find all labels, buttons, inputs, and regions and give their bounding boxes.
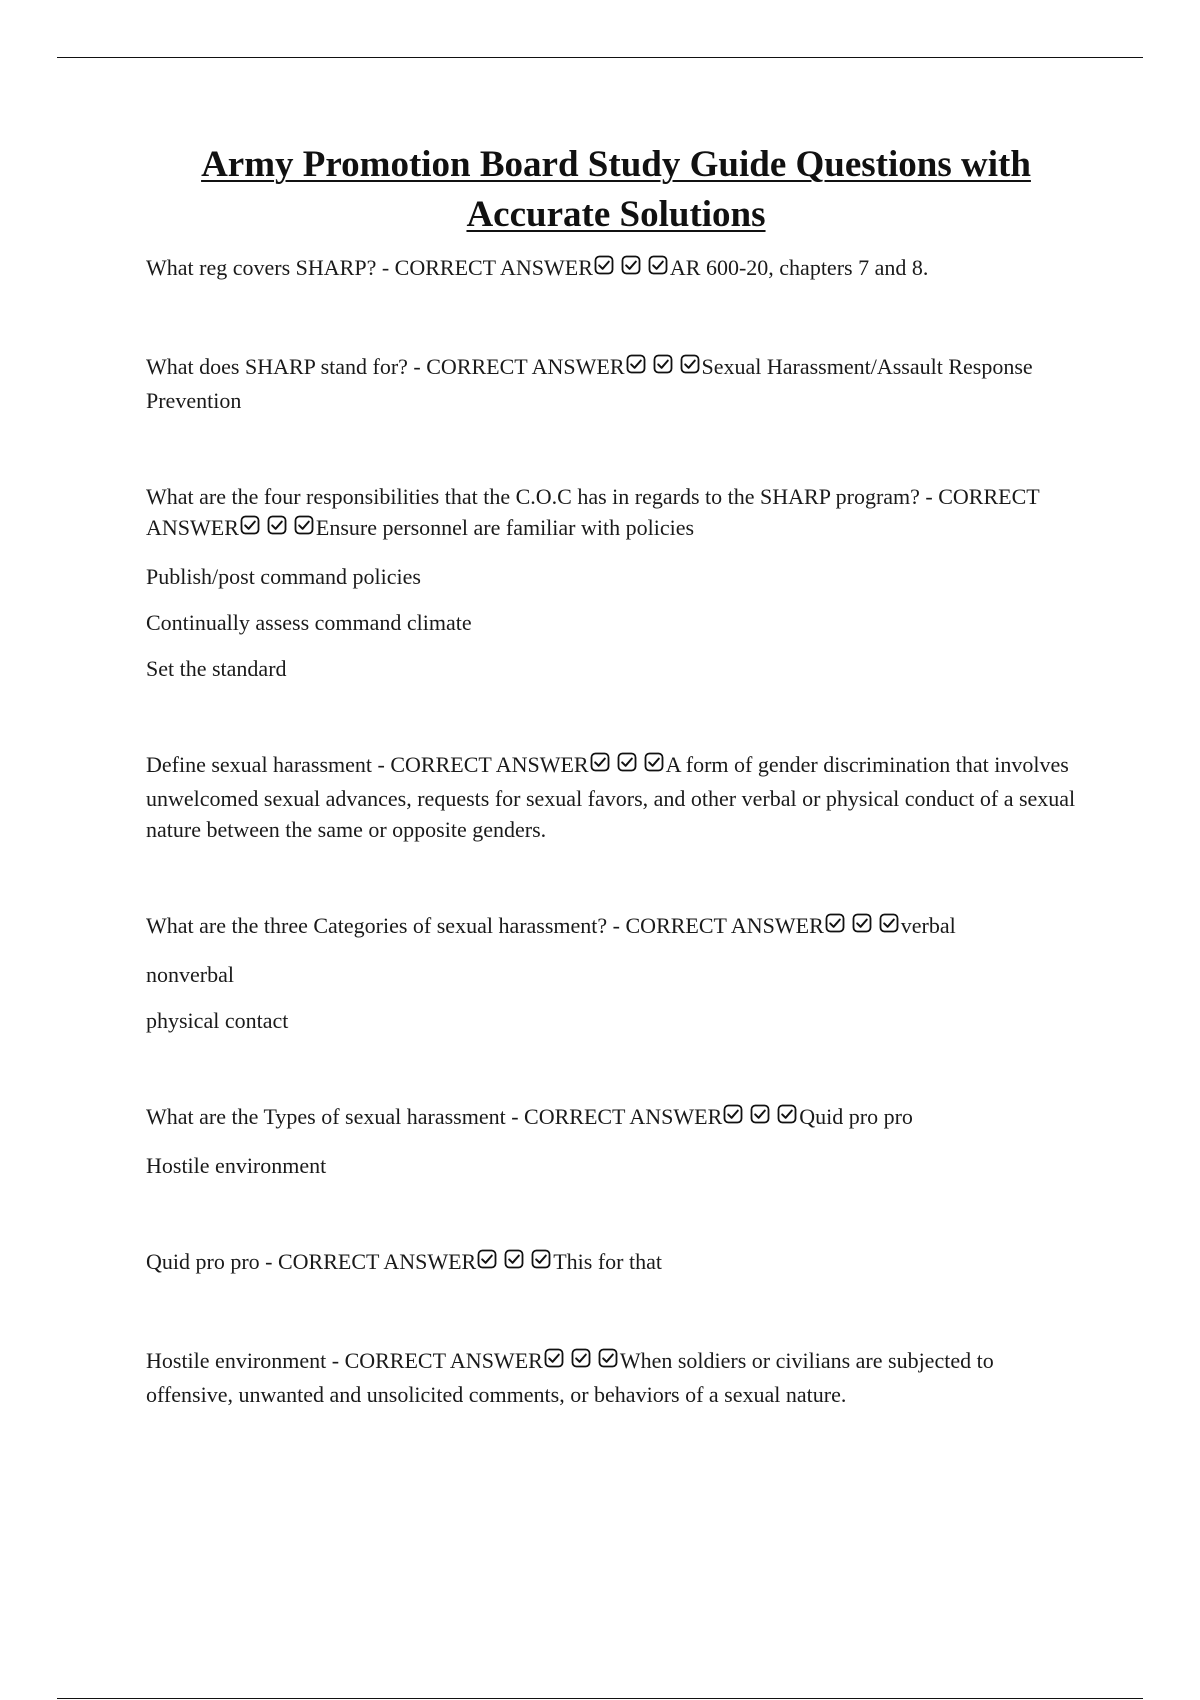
qa-item <box>146 1246 1086 1280</box>
question-text: Define sexual harassment - CORRECT ANSWER <box>146 752 589 777</box>
question-text: Quid pro pro - CORRECT ANSWER <box>146 1249 477 1274</box>
qa-line <box>146 252 1086 286</box>
question-text: What reg covers SHARP? - CORRECT ANSWER <box>146 255 593 280</box>
checkbox-checked-icon <box>648 255 668 275</box>
answer-line: nonverbal <box>146 962 234 987</box>
checkbox-checked-icon <box>653 354 673 374</box>
document-title <box>146 140 1086 240</box>
checkbox-checked-icon <box>750 1104 770 1124</box>
answer-text: AR 600-20, chapters 7 and 8. <box>669 255 929 280</box>
question-text: What are the four responsibilities that the C.O.C has in regards to the SHARP program? - CORRECT ANSWER <box>146 484 1040 540</box>
checkmark-group <box>594 255 669 286</box>
checkbox-checked-icon <box>680 354 700 374</box>
checkmark-group <box>825 913 900 944</box>
qa-item <box>146 351 1086 416</box>
checkbox-checked-icon <box>571 1348 591 1368</box>
answer-text: Quid pro pro <box>799 1104 913 1129</box>
qa-item <box>146 252 1086 286</box>
checkmark-group <box>590 752 665 783</box>
top-rule <box>57 57 1143 58</box>
answer-line: Publish/post command policies <box>146 564 421 589</box>
question-text: What does SHARP stand for? - CORRECT ANSWER <box>146 354 625 379</box>
answer-text: Sexual Harassment/Assault Response Prevention <box>146 354 1033 413</box>
checkmark-group <box>477 1249 552 1280</box>
qa-line <box>146 351 1086 416</box>
checkbox-checked-icon <box>267 515 287 535</box>
title-line-2: Accurate Solutions <box>466 194 766 235</box>
question-text: What are the three Categories of sexual harassment? - CORRECT ANSWER <box>146 913 824 938</box>
checkbox-checked-icon <box>590 752 610 772</box>
checkbox-checked-icon <box>644 752 664 772</box>
qa-item <box>146 481 1086 684</box>
answer-text: When soldiers or civilians are subjected to offensive, unwanted and unsolicited comments, or behaviors of a sexual nature. <box>146 1348 994 1407</box>
checkbox-checked-icon <box>294 515 314 535</box>
qa-item <box>146 910 1086 1036</box>
checkmark-group <box>626 354 701 385</box>
question-text: Hostile environment - CORRECT ANSWER <box>146 1348 543 1373</box>
answer-text: This for that <box>553 1249 662 1274</box>
checkbox-checked-icon <box>617 752 637 772</box>
checkbox-checked-icon <box>879 913 899 933</box>
answer-text: A form of gender discrimination that involves unwelcomed sexual advances, requests for sexual favors, and other verbal or physical conduct of a sexual nature between the same or opposite genders. <box>146 752 1076 842</box>
checkbox-checked-icon <box>852 913 872 933</box>
checkbox-checked-icon <box>504 1249 524 1269</box>
answer-line: physical contact <box>146 1008 289 1033</box>
qa-item <box>146 1101 1086 1181</box>
qa-line <box>146 1101 1086 1135</box>
checkmark-group <box>240 515 315 546</box>
checkbox-checked-icon <box>477 1249 497 1269</box>
qa-item <box>146 749 1086 845</box>
answer-line: Continually assess command climate <box>146 610 472 635</box>
qa-line <box>146 481 1086 546</box>
checkbox-checked-icon <box>598 1348 618 1368</box>
answer-text: verbal <box>900 913 956 938</box>
checkbox-checked-icon <box>777 1104 797 1124</box>
qa-line <box>146 1246 1086 1280</box>
qa-line <box>146 749 1086 845</box>
question-text: What are the Types of sexual harassment - CORRECT ANSWER <box>146 1104 723 1129</box>
page-content <box>146 140 1086 1410</box>
checkbox-checked-icon <box>621 255 641 275</box>
qa-item <box>146 1345 1086 1410</box>
checkbox-checked-icon <box>240 515 260 535</box>
answer-line: Set the standard <box>146 656 287 681</box>
checkbox-checked-icon <box>825 913 845 933</box>
title-line-1: Army Promotion Board Study Guide Questions with <box>201 144 1031 185</box>
checkbox-checked-icon <box>626 354 646 374</box>
checkbox-checked-icon <box>531 1249 551 1269</box>
checkbox-checked-icon <box>544 1348 564 1368</box>
qa-line <box>146 1345 1086 1410</box>
answer-line: Hostile environment <box>146 1153 327 1178</box>
checkbox-checked-icon <box>723 1104 743 1124</box>
answer-text: Ensure personnel are familiar with policies <box>315 515 695 540</box>
checkbox-checked-icon <box>594 255 614 275</box>
bottom-rule <box>57 1698 1143 1699</box>
checkmark-group <box>723 1104 798 1135</box>
checkmark-group <box>544 1348 619 1379</box>
qa-line <box>146 910 1086 944</box>
qa-list <box>146 252 1086 1410</box>
